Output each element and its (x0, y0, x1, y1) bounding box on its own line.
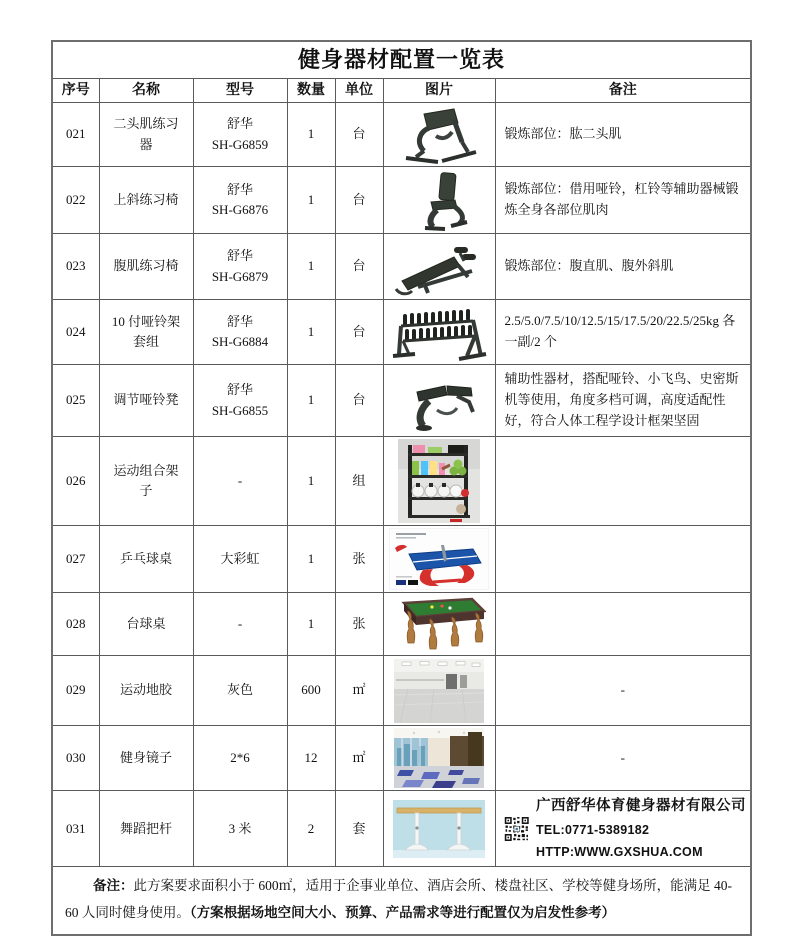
cell-unit: 组 (335, 437, 383, 526)
cell-unit: 张 (335, 593, 383, 656)
cell-qty: 12 (287, 726, 335, 791)
cell-remark: 锻炼部位：腹直肌、腹外斜肌 (495, 234, 751, 300)
cell-no: 023 (52, 234, 99, 300)
company-website: HTTP:WWW.GXSHUA.COM (536, 845, 703, 860)
cell-model: 舒华 SH-G6876 (193, 167, 287, 234)
cell-image (383, 726, 495, 791)
cell-qty: 2 (287, 791, 335, 867)
cell-no: 025 (52, 365, 99, 437)
cell-remark: - (495, 656, 751, 726)
cell-remark: 2.5/5.0/7.5/10/12.5/15/17.5/20/22.5/25kg 各一副/2 个 (495, 300, 751, 365)
cell-no: 028 (52, 593, 99, 656)
cell-unit: 台 (335, 365, 383, 437)
cell-no: 021 (52, 103, 99, 167)
cell-model: 3 米 (193, 791, 287, 867)
cell-qty: 1 (287, 437, 335, 526)
cell-unit: 套 (335, 791, 383, 867)
cell-image (383, 365, 495, 437)
equipment-table (51, 40, 752, 936)
col-header-remark: 备注 (495, 79, 751, 103)
cell-remark (495, 437, 751, 526)
company-tel: TEL:0771-5389182 (536, 823, 650, 838)
cell-model: 舒华 SH-G6855 (193, 365, 287, 437)
page-title: 健身器材配置一览表 (52, 41, 751, 79)
cell-unit: ㎡ (335, 726, 383, 791)
cell-qty: 1 (287, 300, 335, 365)
cell-image (383, 167, 495, 234)
cell-model: 舒华 SH-G6884 (193, 300, 287, 365)
preacher-curl-bench-image (396, 106, 482, 164)
header-row (52, 79, 751, 103)
cell-qty: 1 (287, 103, 335, 167)
cell-model: 灰色 (193, 656, 287, 726)
cell-no: 029 (52, 656, 99, 726)
cell-unit: 台 (335, 234, 383, 300)
footer-bold-text: （方案根据场地空间大小、预算、产品需求等进行配置仅为启发性参考） (189, 904, 616, 920)
col-header-qty: 数量 (287, 79, 335, 103)
cell-name: 调节哑铃凳 (99, 365, 193, 437)
col-header-model: 型号 (193, 79, 287, 103)
cell-name: 乒乓球桌 (99, 526, 193, 593)
cell-unit: 张 (335, 526, 383, 593)
table-row (52, 791, 751, 867)
col-header-unit: 单位 (335, 79, 383, 103)
cell-remark: 辅助性器材，搭配哑铃、小飞鸟、史密斯机等使用，角度多档可调，高度适配性好，符合人体工程学设计框架坚固 (495, 365, 751, 437)
cell-model: - (193, 437, 287, 526)
gym-floor-photo (394, 659, 484, 723)
cell-name: 运动组合架子 (99, 437, 193, 526)
mirror-room-photo (394, 728, 484, 788)
cell-qty: 1 (287, 167, 335, 234)
table-row (52, 656, 751, 726)
title-row (52, 41, 751, 79)
cell-image (383, 300, 495, 365)
cell-unit: 台 (335, 167, 383, 234)
cell-image (383, 593, 495, 656)
footer-text: 此方案要求面积小于 600㎡，适用于企事业单位、酒店会所、楼盘社区、学校等健身场所，能满足 40-60 人同时健身使用。 (65, 878, 732, 920)
table-row (52, 365, 751, 437)
cell-model: 舒华 SH-G6879 (193, 234, 287, 300)
billiard-table-photo (392, 595, 486, 653)
table-row (52, 300, 751, 365)
company-name: 广西舒华体育健身器材有限公司 (536, 798, 746, 814)
table-row (52, 234, 751, 300)
cell-name: 台球桌 (99, 593, 193, 656)
table-row (52, 167, 751, 234)
table-row (52, 437, 751, 526)
col-header-image: 图片 (383, 79, 495, 103)
cell-name: 健身镜子 (99, 726, 193, 791)
ab-bench-image (394, 237, 484, 297)
cell-image (383, 234, 495, 300)
cell-unit: ㎡ (335, 656, 383, 726)
cell-no: 027 (52, 526, 99, 593)
cell-qty: 600 (287, 656, 335, 726)
cell-image (383, 656, 495, 726)
ballet-barre-photo (393, 800, 485, 858)
cell-image (383, 791, 495, 867)
cell-name: 10 付哑铃架套组 (99, 300, 193, 365)
cell-image (383, 526, 495, 593)
adjustable-bench-image (397, 370, 481, 432)
cell-remark-company (495, 791, 751, 867)
company-block (498, 793, 749, 864)
dumbbell-rack-image (391, 302, 487, 362)
pingpong-table-photo (389, 528, 489, 590)
table-row (52, 526, 751, 593)
cell-unit: 台 (335, 300, 383, 365)
footer-label: 备注： (93, 878, 134, 894)
cell-qty: 1 (287, 234, 335, 300)
cell-name: 二头肌练习器 (99, 103, 193, 167)
cell-name: 舞蹈把杆 (99, 791, 193, 867)
table-row (52, 103, 751, 167)
cell-remark: 锻炼部位：借用哑铃，杠铃等辅助器械锻炼全身各部位肌肉 (495, 167, 751, 234)
cell-qty: 1 (287, 365, 335, 437)
col-header-no: 序号 (52, 79, 99, 103)
cell-qty: 1 (287, 526, 335, 593)
cell-image (383, 437, 495, 526)
cell-model: 舒华 SH-G6859 (193, 103, 287, 167)
table-row (52, 726, 751, 791)
cell-name: 腹肌练习椅 (99, 234, 193, 300)
cell-model: - (193, 593, 287, 656)
cell-remark (495, 526, 751, 593)
cell-unit: 台 (335, 103, 383, 167)
cell-no: 022 (52, 167, 99, 234)
cell-name: 上斜练习椅 (99, 167, 193, 234)
incline-chair-image (407, 169, 471, 231)
cell-model: 2*6 (193, 726, 287, 791)
cell-remark: - (495, 726, 751, 791)
cell-remark (495, 593, 751, 656)
table-row (52, 593, 751, 656)
col-header-name: 名称 (99, 79, 193, 103)
cell-image (383, 103, 495, 167)
cell-no: 031 (52, 791, 99, 867)
cell-model: 大彩虹 (193, 526, 287, 593)
qr-code (504, 807, 530, 851)
cell-qty: 1 (287, 593, 335, 656)
storage-rack-photo (398, 439, 480, 523)
cell-no: 026 (52, 437, 99, 526)
cell-no: 024 (52, 300, 99, 365)
cell-no: 030 (52, 726, 99, 791)
cell-remark: 锻炼部位：肱二头肌 (495, 103, 751, 167)
cell-name: 运动地胶 (99, 656, 193, 726)
